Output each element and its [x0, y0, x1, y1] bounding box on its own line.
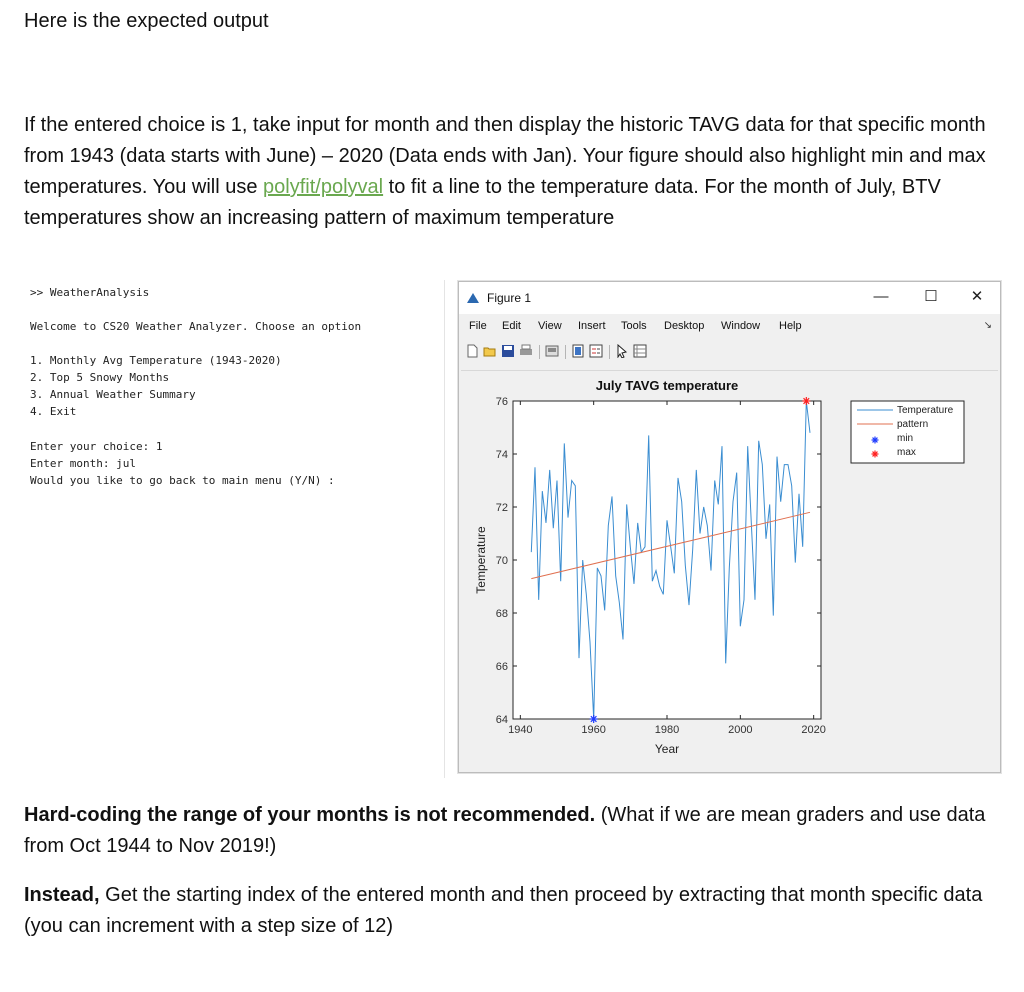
polyfit-link[interactable]: polyfit/polyval [263, 176, 384, 198]
y-tick-label: 66 [495, 661, 508, 673]
y-tick-label: 74 [495, 449, 508, 461]
toolbar-separator [565, 345, 566, 359]
y-tick-label: 70 [495, 555, 508, 567]
warning-bold-text: Hard-coding the range of your months is not recommended. [24, 804, 596, 826]
minimize-button[interactable]: — [873, 288, 889, 305]
warning-text: (What if we are mean graders and use data from Oct 1944 to Nov 2019!) [24, 804, 986, 857]
link-plot-icon[interactable] [545, 344, 559, 358]
chart[interactable] [461, 371, 998, 769]
y-tick-label: 76 [495, 396, 508, 408]
console-line: 3. Annual Weather Summary [30, 388, 196, 401]
menu-bar [459, 315, 1000, 339]
toolbar-separator [539, 345, 540, 359]
open-file-icon[interactable] [483, 344, 497, 358]
print-icon[interactable] [519, 344, 533, 358]
menu-view[interactable]: View [538, 320, 562, 332]
insert-legend-icon[interactable] [589, 344, 603, 358]
y-tick-label: 64 [495, 714, 508, 726]
heading: Here is the expected output [24, 10, 269, 32]
matlab-command-window [24, 280, 445, 778]
menu-tools[interactable]: Tools [621, 320, 647, 332]
close-button[interactable]: ✕ [970, 288, 984, 305]
edit-plot-icon[interactable] [615, 344, 629, 358]
figure-toolbar [459, 340, 1000, 364]
insert-colorbar-icon[interactable] [571, 344, 585, 358]
legend-label: max [897, 447, 916, 458]
x-tick-label: 1980 [654, 724, 680, 736]
legend[interactable] [851, 401, 964, 463]
hint-paragraph [24, 880, 1004, 942]
instructions-paragraph [24, 110, 1004, 234]
y-tick-label: 68 [495, 608, 508, 620]
toolbar-separator [609, 345, 610, 359]
legend-label: Temperature [897, 405, 954, 416]
chart-title: July TAVG temperature [595, 378, 739, 393]
y-axis-label: Temperature [474, 526, 488, 594]
legend-label: pattern [897, 419, 929, 430]
console-line: 2. Top 5 Snowy Months [30, 371, 170, 384]
console-line: >> WeatherAnalysis [30, 286, 150, 299]
menu-desktop[interactable]: Desktop [664, 320, 705, 332]
plot-panel [461, 370, 998, 769]
para1-text-b: to fit a line to the temperature data. For the month of July, BTV temperatures show an increasing pattern of maximum temperature [24, 176, 941, 229]
para1-text-a: If the entered choice is 1, take input for month and then display the historic TAVG data for that specific month from 1943 (data starts with June) – 2020 (Data ends with Jan). Your figure should also highlight min and max temperatures. You will use [24, 114, 986, 198]
x-axis-label: Year [654, 742, 680, 756]
x-tick-label: 2000 [728, 724, 753, 736]
menu-window[interactable]: Window [721, 320, 761, 332]
matlab-app-icon [467, 293, 479, 303]
console-line: Welcome to CS20 Weather Analyzer. Choose an option [30, 320, 362, 333]
dock-icon[interactable]: ↘ [983, 320, 992, 331]
hint-text: Get the starting index of the entered month and then proceed by extracting that month specific data (you can increment with a step size of 12) [24, 884, 983, 937]
console-line: Enter month: jul [30, 457, 136, 470]
y-tick-label: 72 [495, 502, 508, 514]
console-line: 4. Exit [30, 405, 77, 418]
menu-edit[interactable]: Edit [502, 320, 521, 332]
menu-file[interactable]: File [469, 320, 487, 332]
figure-window [458, 281, 1001, 773]
new-figure-icon[interactable] [465, 344, 479, 358]
save-icon[interactable] [501, 344, 515, 358]
x-tick-label: 2020 [801, 724, 826, 736]
title-bar [459, 282, 1000, 314]
property-inspector-icon[interactable] [633, 344, 647, 358]
menu-insert[interactable]: Insert [578, 320, 606, 332]
console-line: Would you like to go back to main menu (Y/N) : [30, 474, 335, 487]
console-line: Enter your choice: 1 [30, 440, 163, 453]
window-title: Figure 1 [487, 291, 532, 305]
warning-paragraph [24, 800, 1004, 862]
menu-help[interactable]: Help [779, 320, 802, 332]
x-tick-label: 1940 [508, 724, 533, 736]
x-tick-label: 1960 [581, 724, 606, 736]
legend-label: min [897, 433, 914, 444]
maximize-button[interactable]: ☐ [924, 288, 938, 305]
hint-bold-text: Instead, [24, 884, 100, 906]
console-line: 1. Monthly Avg Temperature (1943-2020) [30, 354, 282, 367]
